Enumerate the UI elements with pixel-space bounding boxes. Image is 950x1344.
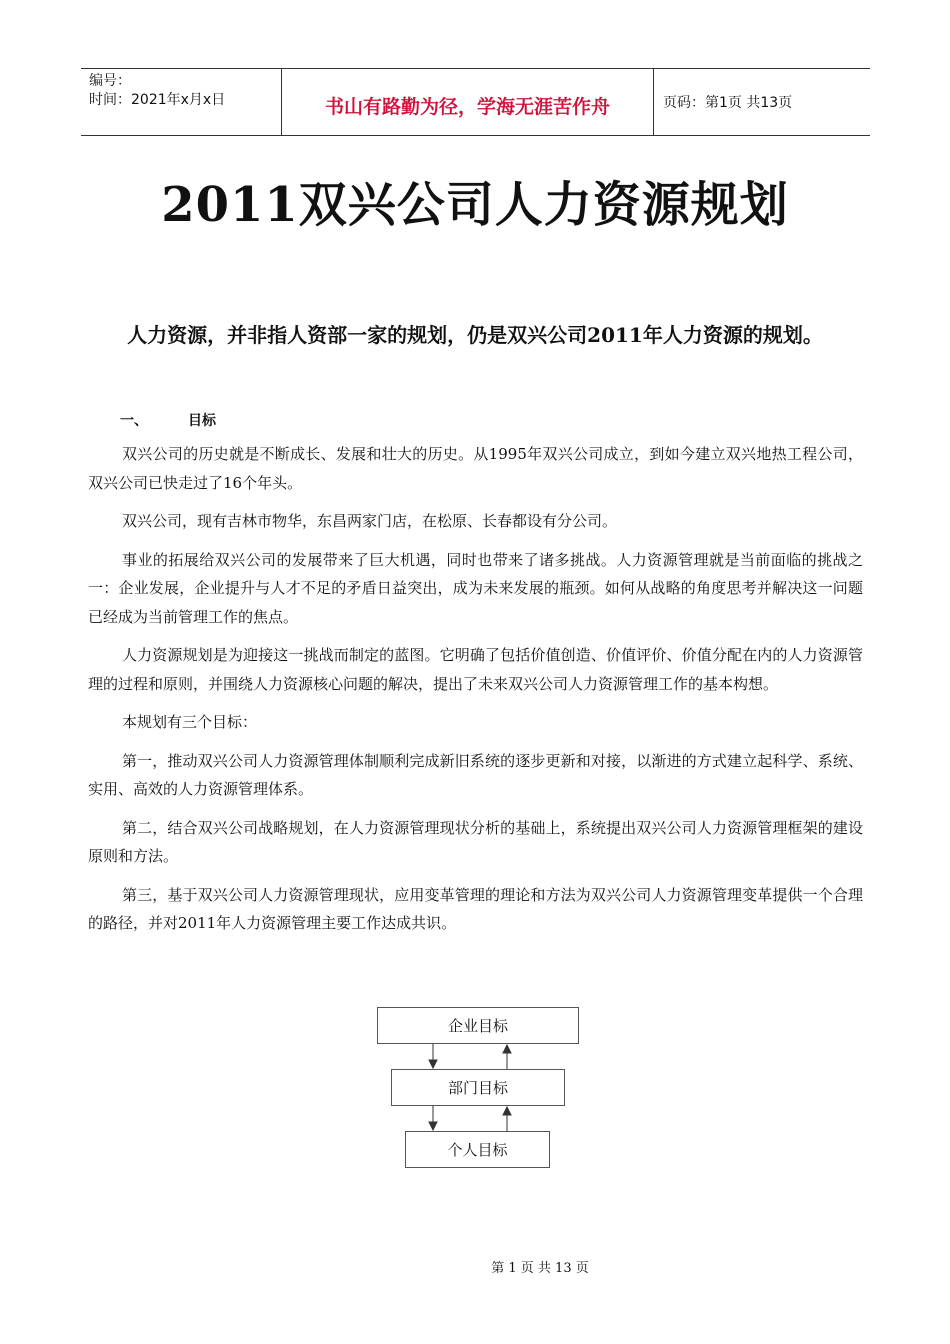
number-label: 编号： bbox=[89, 73, 131, 89]
paragraph: 本规划有三个目标： bbox=[122, 713, 258, 731]
paragraph: 第三，基于双兴公司人力资源管理现状，应用变革管理的理论和方法为双兴公司人力资源管理变革提供一个合理的路径，并对2011年人力资源管理主要工作达成共识。 bbox=[88, 885, 863, 932]
paragraph: 事业的拓展给双兴公司的发展带来了巨大机遇，同时也带来了诸多挑战。人力资源管理就是当前面临的挑战之一：企业发展，企业提升与人才不足的矛盾日益突出，成为未来发展的瓶颈。如何从战略的角度思考并解决这一问题已经成为当前管理工作的焦点。 bbox=[88, 550, 863, 626]
document-title: 2011双兴公司人力资源规划 bbox=[161, 177, 789, 233]
arrow-down-head bbox=[429, 1122, 437, 1130]
diagram-box-company-goal: 企业目标 bbox=[377, 1007, 579, 1044]
goal-hierarchy-diagram bbox=[370, 1000, 590, 1180]
diagram-box-department-goal: 部门目标 bbox=[391, 1069, 565, 1106]
header-motto: 书山有路勤为径，学海无涯苦作舟 bbox=[281, 69, 654, 135]
arrow-up-head bbox=[503, 1107, 511, 1115]
paragraph: 人力资源规划是为迎接这一挑战而制定的蓝图。它明确了包括价值创造、价值评价、价值分配在内的人力资源管理的过程和原则，并围绕人力资源核心问题的解决，提出了未来双兴公司人力资源管理工作的基本构想。 bbox=[88, 646, 863, 693]
section-number: 一、 bbox=[120, 413, 148, 429]
body-text bbox=[88, 440, 863, 948]
arrow-down-head bbox=[429, 1060, 437, 1068]
paragraph: 第一，推动双兴公司人力资源管理体制顺利完成新旧系统的逐步更新和对接，以渐进的方式建立起科学、系统、实用、高效的人力资源管理体系。 bbox=[88, 751, 863, 798]
paragraph: 双兴公司的历史就是不断成长、发展和壮大的历史。从1995年双兴公司成立，到如今建立双兴地热工程公司，双兴公司已快走过了16个年头。 bbox=[88, 445, 863, 492]
section-label: 目标 bbox=[188, 413, 216, 429]
paragraph: 双兴公司，现有吉林市物华，东昌两家门店，在松原、长春都设有分公司。 bbox=[122, 512, 618, 530]
paragraph: 第二，结合双兴公司战略规划，在人力资源管理现状分析的基础上，系统提出双兴公司人力资源管理框架的建设原则和方法。 bbox=[88, 818, 863, 865]
header-page-info: 页码：第1页 共13页 bbox=[663, 95, 793, 111]
diagram-box-personal-goal: 个人目标 bbox=[405, 1131, 550, 1168]
section-heading bbox=[120, 410, 216, 430]
arrow-up-head bbox=[503, 1045, 511, 1053]
diagram-arrows bbox=[370, 1000, 590, 1180]
document-subtitle: 人力资源，并非指人资部一家的规划，仍是双兴公司2011年人力资源的规划。 bbox=[127, 323, 823, 347]
header-meta bbox=[81, 69, 281, 135]
page-header bbox=[81, 68, 870, 136]
time-label: 时间：2021年x月x日 bbox=[89, 92, 226, 108]
page-footer: 第 1 页 共 13 页 bbox=[491, 1261, 589, 1276]
